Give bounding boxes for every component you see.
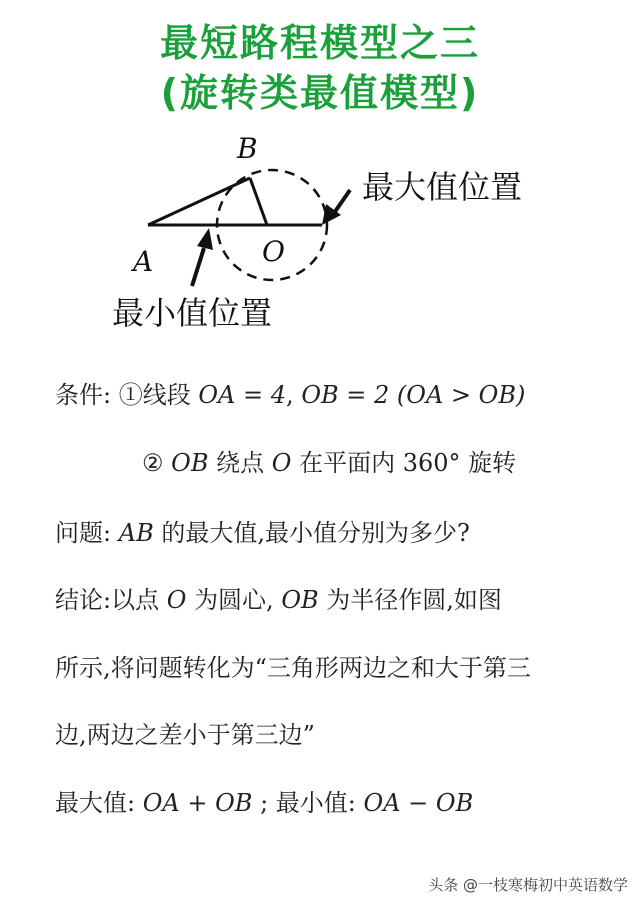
conclusion-segment: OB	[281, 586, 319, 614]
condition-1-eq2: OB = 2	[301, 381, 390, 409]
conclusion-text1: 以点	[111, 586, 160, 614]
condition-1-sep: ,	[286, 381, 294, 409]
conclusion-text2: 为圆心,	[194, 586, 274, 614]
segment-ab	[148, 178, 250, 225]
condition-line-2	[142, 448, 516, 478]
condition-2-marker: ②	[142, 449, 164, 477]
condition-2-object: OB	[171, 449, 209, 477]
result-sep: ;	[260, 789, 269, 817]
condition-prefix: 条件:	[55, 381, 112, 409]
condition-2-text1: 绕点	[216, 449, 265, 477]
label-o: O	[262, 235, 285, 268]
max-label: 最大值:	[55, 789, 136, 817]
question-prefix: 问题:	[55, 519, 112, 547]
max-position-caption: 最大值位置	[362, 168, 523, 206]
condition-2-text2: 在平面内 360° 旋转	[299, 449, 517, 477]
question-line	[55, 518, 470, 548]
min-position-caption: 最小值位置	[112, 294, 273, 332]
condition-1-paren: (OA > OB)	[396, 381, 526, 409]
watermark: 头条 @一枝寒梅初中英语数学	[428, 876, 628, 894]
conclusion-prefix: 结论:	[55, 586, 112, 614]
conclusion-point: O	[166, 586, 187, 614]
conclusion-text3: 为半径作圆,如图	[326, 586, 502, 614]
condition-line-1	[55, 380, 525, 410]
geometry-figure	[100, 128, 580, 343]
condition-2-point: O	[271, 449, 292, 477]
title-line-2: (旋转类最值模型)	[160, 71, 480, 115]
min-label: 最小值:	[275, 789, 356, 817]
condition-1-marker: ①线段	[118, 381, 191, 409]
title-line-1: 最短路程模型之三	[159, 21, 480, 65]
min-position-arrow	[192, 228, 213, 286]
segment-bo	[250, 178, 267, 225]
min-expression: OA − OB	[363, 789, 474, 817]
label-b: B	[237, 132, 258, 165]
question-text: 的最大值,最小值分别为多少?	[161, 519, 470, 547]
question-segment: AB	[118, 519, 154, 547]
conclusion-line-3: 边,两边之差小于第三边”	[55, 721, 315, 749]
max-position-arrow	[322, 190, 350, 225]
label-a: A	[133, 245, 154, 278]
condition-1-eq1: OA = 4	[198, 381, 287, 409]
max-expression: OA + OB	[142, 789, 253, 817]
conclusion-line-1	[55, 585, 502, 615]
conclusion-line-2: 所示,将问题转化为“三角形两边之和大于第三	[55, 654, 531, 682]
result-line	[55, 788, 473, 818]
